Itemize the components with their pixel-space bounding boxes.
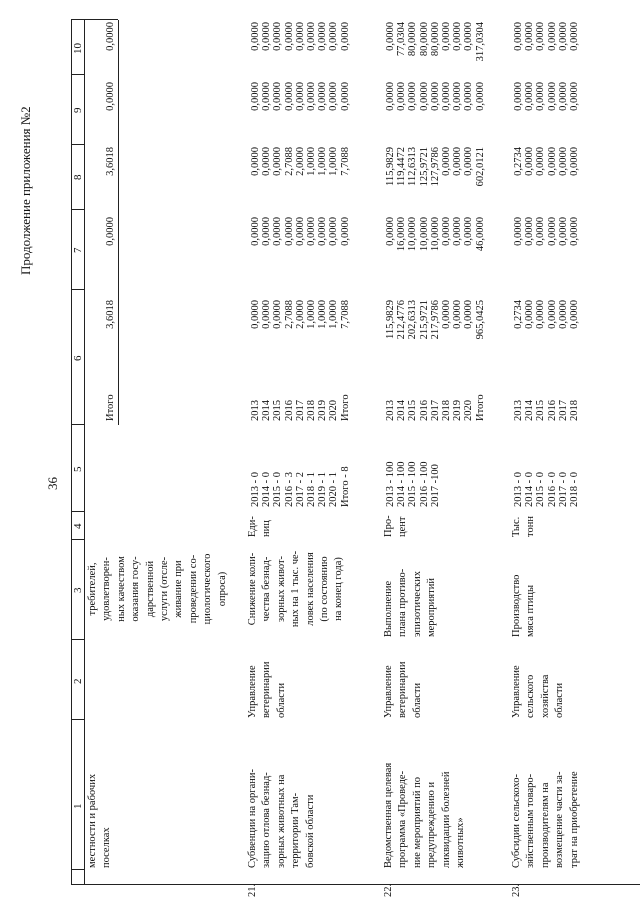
row-years: 2013 2014 2015 2016 2017 2018 bbox=[513, 400, 581, 421]
header-col-10: 10 bbox=[72, 43, 84, 54]
col-divider-0 bbox=[71, 869, 84, 870]
col-divider-7 bbox=[71, 209, 84, 210]
row-federal: 0,0000 16,0000 10,0000 10,0000 10,0000 0,0000 0,0000 0,0000 46,0000 bbox=[385, 217, 486, 252]
row-number: 21. bbox=[247, 883, 258, 897]
row-federal: 0,0000 0,0000 0,0000 0,0000 0,0000 0,0000 0,0000 0,0000 0,0000 bbox=[250, 217, 351, 246]
row-indicator: Производство мяса птицы bbox=[511, 574, 537, 637]
carryover-col9: 0,0000 bbox=[105, 82, 116, 111]
header-col-1: 1 bbox=[72, 803, 84, 809]
row-regional: 115,9829 119,4472 112,6313 125,9721 127,9786 0,0000 0,0000 0,0000 602,0121 bbox=[385, 147, 486, 187]
row-local: 0,0000 0,0000 0,0000 0,0000 0,0000 0,0000 bbox=[513, 82, 581, 111]
header-col-7: 7 bbox=[72, 247, 84, 253]
header-col-2: 2 bbox=[72, 678, 84, 684]
carryover-col10: 0,0000 bbox=[105, 22, 116, 51]
col-divider-1 bbox=[71, 719, 84, 720]
row-other: 0,0000 0,0000 0,0000 0,0000 0,0000 0,0000 0,0000 0,0000 0,0000 bbox=[250, 22, 351, 51]
row-local: 0,0000 0,0000 0,0000 0,0000 0,0000 0,0000 0,0000 0,0000 0,0000 bbox=[385, 82, 486, 111]
col-divider-8 bbox=[71, 144, 84, 145]
header-col-8: 8 bbox=[72, 174, 84, 180]
row-years: 2013 2014 2015 2016 2017 2018 2019 2020 Итого bbox=[250, 394, 351, 421]
header-col-6: 6 bbox=[72, 355, 84, 361]
row-name: Ведомственная целевая программа «Проведе- ние мероприятий по предупреждению и ликвидации болезней животных» bbox=[383, 762, 467, 868]
row-target-values: 2013 - 0 2014 - 0 2015 - 0 2016 - 3 2017 - 2 2018 - 1 2019 - 1 2020 - 1 Итого - 8 bbox=[250, 466, 351, 507]
col-divider-5 bbox=[71, 424, 84, 425]
row-name: Субсидии сельскохо- зяйственным товаро- производителям на возмещение части за- трат на приобретение bbox=[511, 771, 580, 868]
row-unit: Еди- ниц bbox=[247, 516, 273, 537]
row-executor: Управление сельского хозяйства области bbox=[511, 665, 566, 718]
row-target-values: 2013 - 100 2014 - 100 2015 - 100 2016 - 100 2017 -100 bbox=[385, 461, 441, 507]
col-divider-9 bbox=[71, 74, 84, 75]
header-col-4: 4 bbox=[72, 523, 84, 529]
row-total: 0,0000 0,0000 0,0000 2,7088 2,0000 1,0000 1,0000 1,0000 7,7088 bbox=[250, 300, 351, 329]
carryover-col3: требителей, удовлетворен- ных качеством оказания госу- дарственной услуги (отсле- живание при проведении со- циологического опроса) bbox=[87, 553, 228, 625]
col-divider-4 bbox=[71, 511, 84, 512]
header-col-5: 5 bbox=[72, 466, 84, 472]
row-regional: 0,0000 0,0000 0,0000 2,7088 2,0000 1,0000 1,0000 1,0000 7,7088 bbox=[250, 147, 351, 176]
row-years: 2013 2014 2015 2016 2017 2018 2019 2020 Итого bbox=[385, 394, 486, 421]
header-col-9: 9 bbox=[72, 107, 84, 113]
row-indicator: Выполнение плана противо- эпизотических мероприятий bbox=[383, 568, 438, 637]
row-executor: Управление ветеринарии области bbox=[383, 661, 423, 718]
row-federal: 0,0000 0,0000 0,0000 0,0000 0,0000 0,0000 bbox=[513, 217, 581, 246]
table-right-border bbox=[71, 19, 118, 20]
carryover-col6: 3,6018 bbox=[105, 300, 116, 329]
row-local: 0,0000 0,0000 0,0000 0,0000 0,0000 0,0000 0,0000 0,0000 0,0000 bbox=[250, 82, 351, 111]
header-col-3: 3 bbox=[72, 587, 84, 593]
row-executor: Управление ветеринарии области bbox=[247, 661, 287, 718]
table-top-border bbox=[71, 20, 72, 885]
row-unit: Тыс. тонн bbox=[511, 516, 537, 537]
row-regional: 0,2734 0,0000 0,0000 0,0000 0,0000 0,0000 bbox=[513, 147, 581, 176]
row-target-values: 2013 - 0 2014 - 0 2015 - 0 2016 - 0 2017 - 0 2018 - 0 bbox=[513, 472, 581, 507]
carryover-col7: 0,0000 bbox=[105, 217, 116, 246]
row-indicator: Снижение коли- чества безнад- зорных живот- ных на 1 тыс. че- ловек населения (по состоянию на конец года) bbox=[247, 550, 345, 628]
col-divider-6 bbox=[71, 289, 84, 290]
col-divider-2 bbox=[71, 639, 84, 640]
carryover-col1: местности и рабочих поселках bbox=[87, 773, 113, 868]
row-unit: Про- цент bbox=[383, 515, 409, 537]
col-divider-3 bbox=[71, 539, 84, 540]
table-left-border bbox=[71, 884, 640, 885]
carryover-total-label: Итого bbox=[105, 394, 116, 421]
page-number: 36 bbox=[45, 477, 60, 490]
row-name: Субвенции на органи- зацию отлова безнад- зорных животных на территории Там- бовской области bbox=[247, 769, 316, 868]
row-other: 0,0000 0,0000 0,0000 0,0000 0,0000 0,0000 bbox=[513, 22, 581, 51]
row-number: 23. bbox=[511, 883, 522, 897]
row-number: 22. bbox=[383, 883, 394, 897]
carryover-col8: 3,6018 bbox=[105, 147, 116, 176]
row-other: 0,0000 77,0304 80,0000 80,0000 80,0000 0,0000 0,0000 0,0000 317,0304 bbox=[385, 22, 486, 62]
header-bottom-border bbox=[84, 20, 85, 885]
row-total: 115,9829 212,4776 202,6313 215,9721 217,9786 0,0000 0,0000 0,0000 965,0425 bbox=[385, 300, 486, 340]
continuation-title: Продолжение приложения №2 bbox=[18, 106, 33, 275]
row-total: 0,2734 0,0000 0,0000 0,0000 0,0000 0,0000 bbox=[513, 300, 581, 329]
